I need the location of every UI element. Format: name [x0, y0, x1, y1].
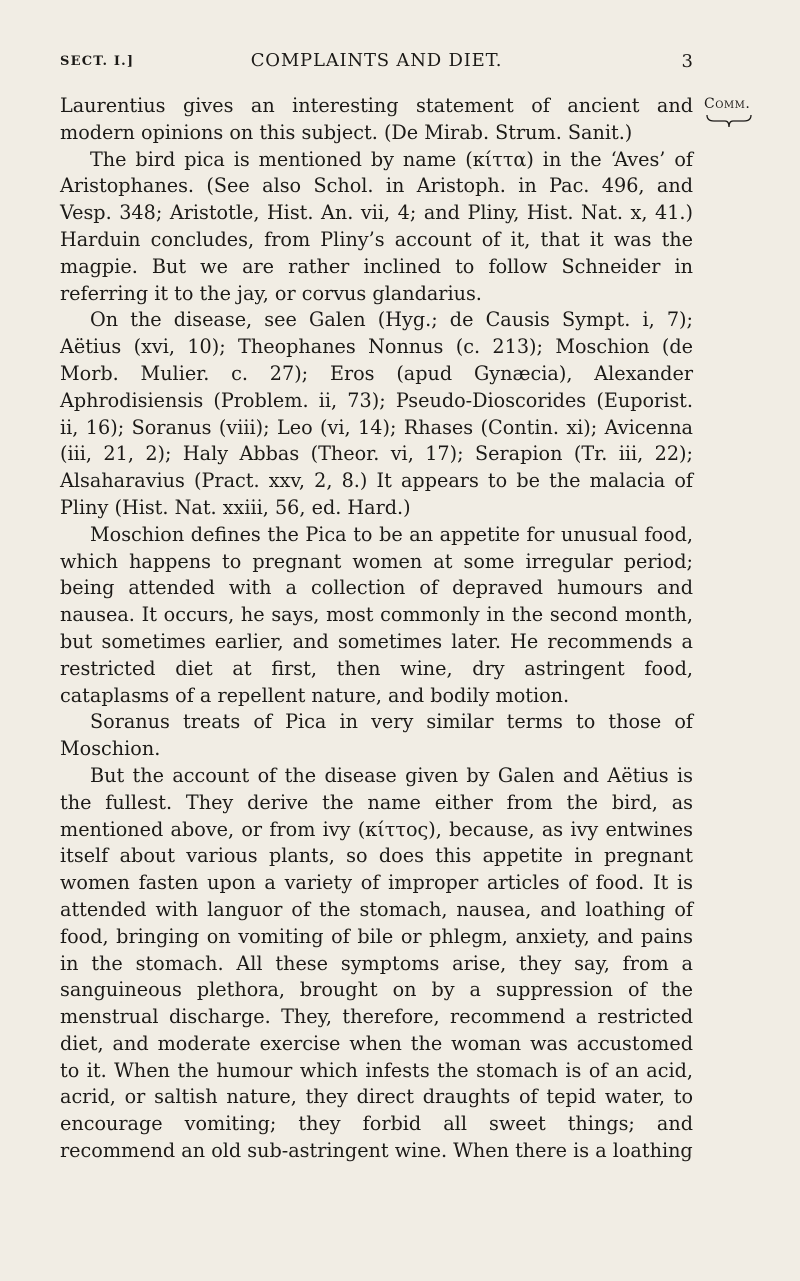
- paragraph-3: On the disease, see Galen (Hyg.; de Causis Sympt. i, 7); Aëtius (xvi, 10); Theophanes Nonnus (c. 213); Moschion (de Morb. Mulier. c. 27); Eros (apud Gynæcia), Alexander Aphrodisiensis (Problem. ii, 73); Pseudo-Dioscorides (Euporist. ii, 16); Soranus (viii); Leo (vi, 14); Rhases (Contin. xi); Avicenna (iii, 21, 2); Haly Abbas (Theor. vi, 17); Serapion (Tr. iii, 22); Alsaharavius (Pract. xxv, 2, 8.) It appears to be the malacia of Pliny (Hist. Nat. xxiii, 56, ed. Hard.): [60, 308, 693, 519]
- margin-note: Comm.: [704, 96, 751, 112]
- running-header: [60, 50, 693, 76]
- main-text: [60, 93, 693, 1165]
- paragraph-1: Laurentius gives an interesting statement of ancient and modern opinions on this subject. (De Mirab. Strum. Sanit.): [60, 94, 693, 144]
- paragraph-2: The bird pica is mentioned by name (κίττα) in the ‘Aves’ of Aristophanes. (See also Schol. in Aristoph. in Pac. 496, and Vesp. 348; Aristotle, Hist. An. vii, 4; and Pliny, Hist. Nat. x, 41.) Harduin concludes, from Pliny’s account of it, that it was the magpie. But we are rather inclined to follow Schneider in referring it to the jay, or corvus glandarius.: [60, 147, 693, 305]
- margin-brace: [706, 114, 752, 128]
- paragraph-6: But the account of the disease given by Galen and Aëtius is the fullest. They derive the name either from the bird, as mentioned above, or from ivy (κίττος), because, as ivy entwines itself about various plants, so does this appetite in pregnant women fasten upon a variety of improper articles of food. It is attended with languor of the stomach, nausea, and loathing of food, bringing on vomiting of bile or phlegm, anxiety, and pains in the stomach. All these symptoms arise, they say, from a sanguineous plethora, brought on by a suppression of the menstrual discharge. They, therefore, recommend a restricted diet, and moderate exercise when the woman was accustomed to it. When the humour which infests the stomach is of an acid, acrid, or saltish nature, they direct draughts of tepid water, to encourage vomiting; they forbid all sweet things; and recommend an old sub-astringent wine. When there is a loathing: [60, 763, 693, 1163]
- paragraph-4: Moschion defines the Pica to be an appetite for unusual food, which happens to pregnant women at some irregular period; being attended with a collection of depraved humours and nausea. It occurs, he says, most commonly in the second month, but sometimes earlier, and sometimes later. He recommends a restricted diet at first, then wine, dry astringent food, cataplasms of a repellent nature, and bodily motion.: [60, 522, 693, 707]
- paragraph-5: Soranus treats of Pica in very similar terms to those of Moschion.: [60, 710, 693, 761]
- section-marker: SECT. I.]: [60, 54, 135, 69]
- running-title: COMPLAINTS AND DIET.: [250, 50, 503, 71]
- page-number: 3: [681, 51, 693, 72]
